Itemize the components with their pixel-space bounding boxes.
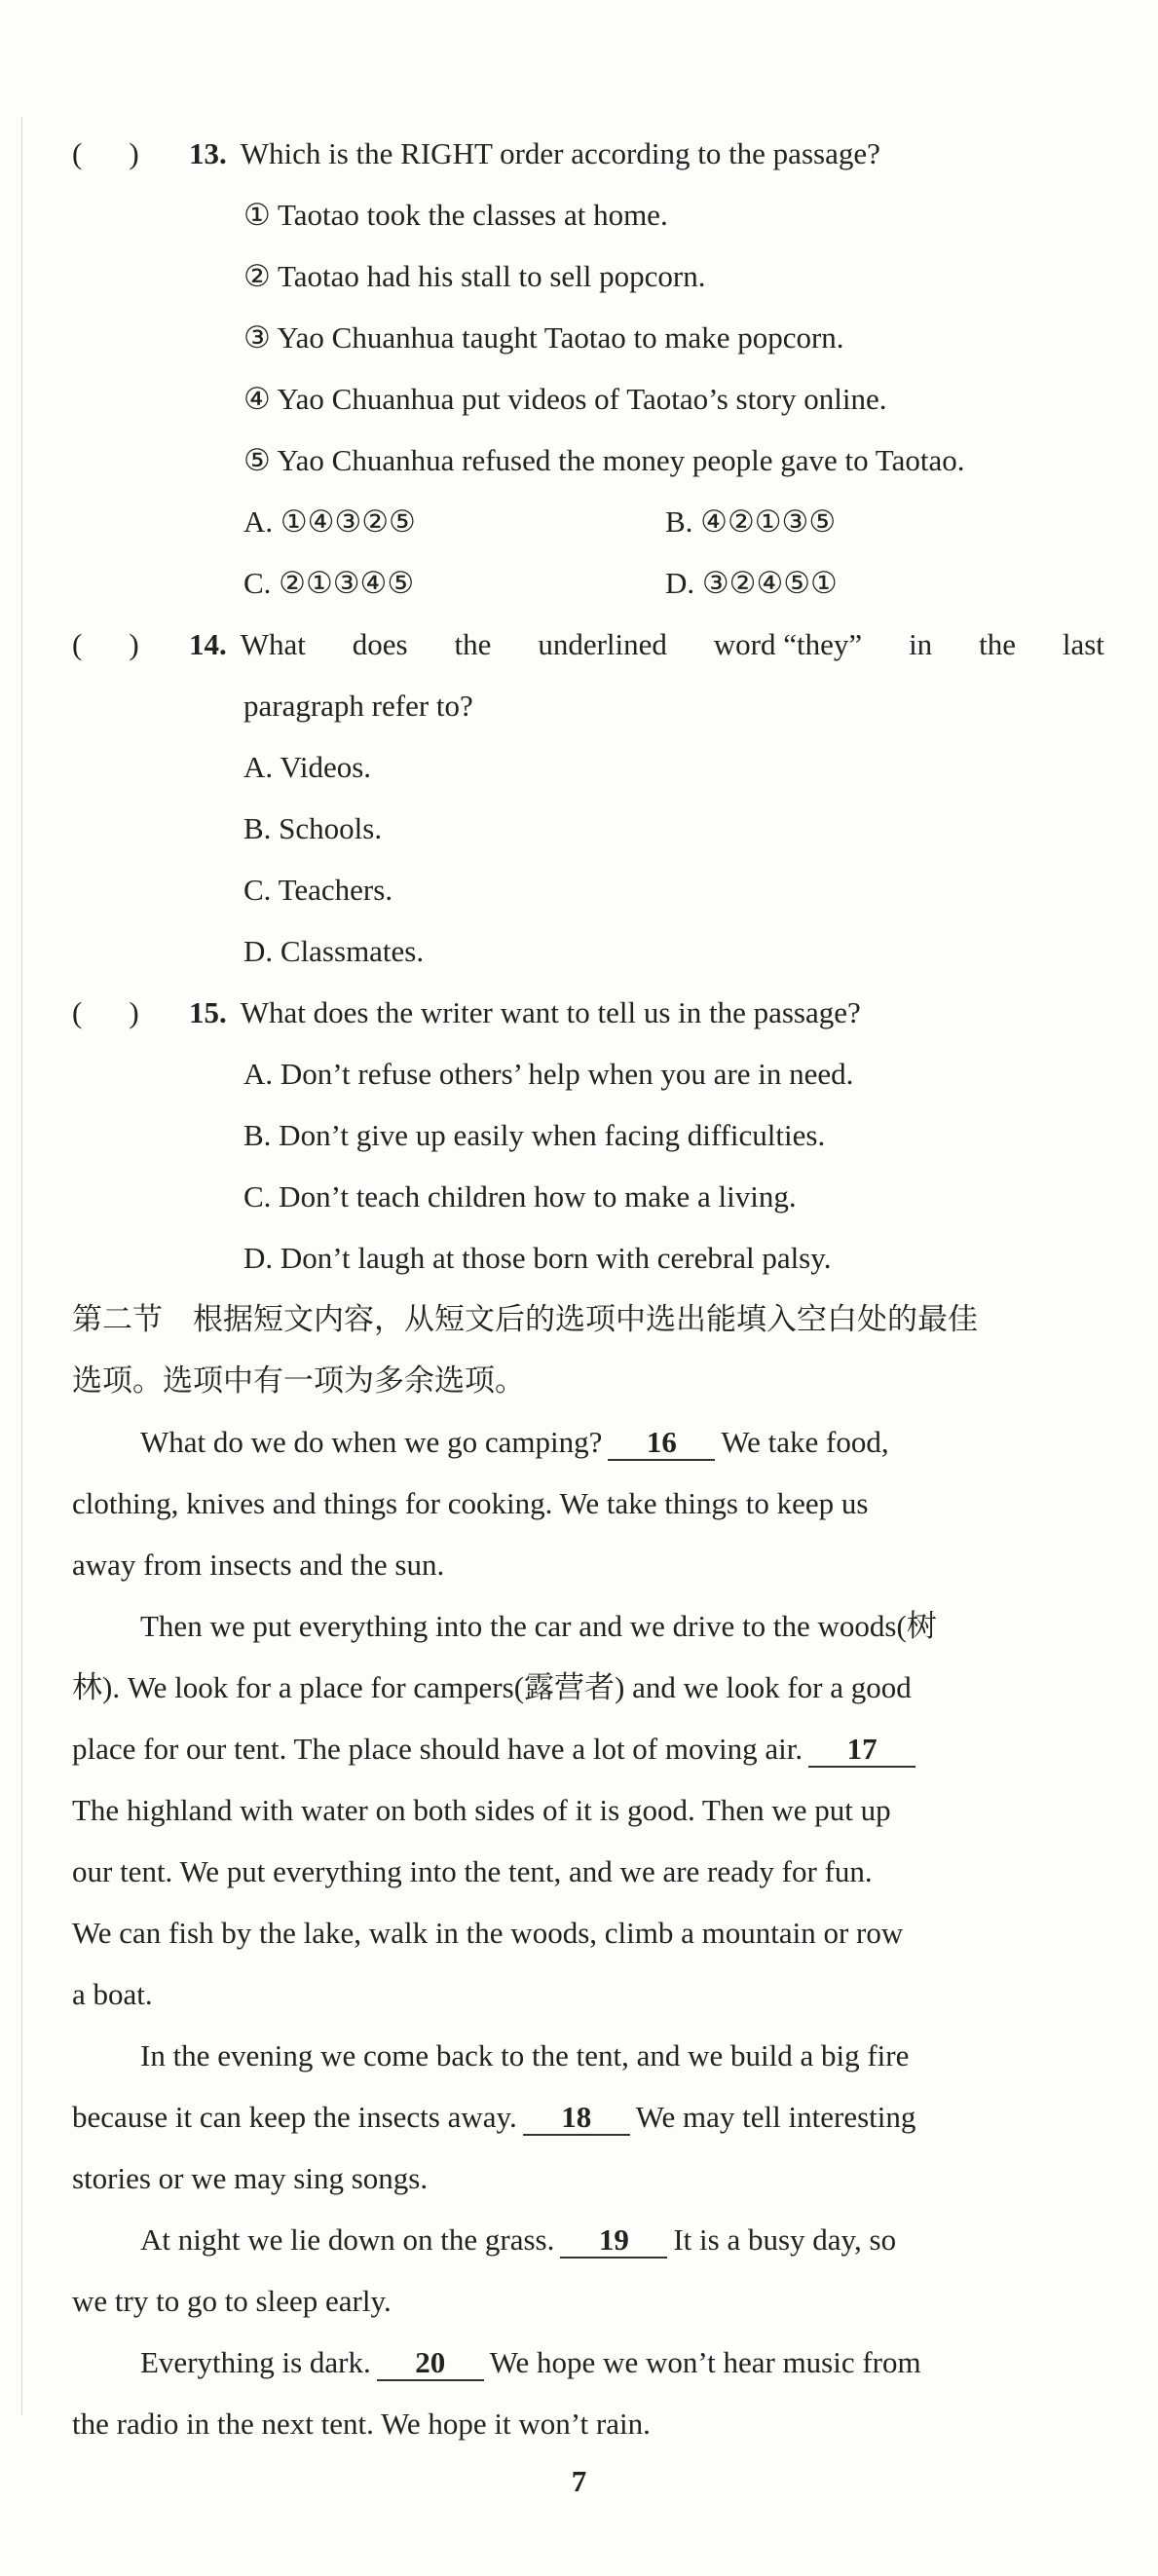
option-d[interactable]: D. ③②④⑤① — [665, 566, 838, 600]
blank-19[interactable]: 19 — [560, 2223, 667, 2259]
question-number: 15. — [189, 995, 227, 1029]
answer-bracket[interactable]: ( ) — [72, 136, 139, 170]
option-d[interactable]: D. Don’t laugh at those born with cerebral palsy. — [243, 1241, 832, 1275]
page-number: 7 — [571, 2464, 587, 2498]
statement-3: ③ Yao Chuanhua taught Taotao to make popcorn. — [243, 320, 844, 355]
passage-line: What do we do when we go camping? 16 We take food, — [140, 1425, 889, 1459]
option-a[interactable]: A. Videos. — [243, 750, 372, 784]
answer-bracket[interactable]: ( ) — [72, 995, 139, 1029]
question-text: What does the underlined word “they” in the last — [240, 627, 1104, 661]
question-15-stem — [72, 993, 861, 1032]
question-14-stem — [72, 625, 1104, 664]
passage-line: the radio in the next tent. We hope it won’t rain. — [72, 2407, 651, 2441]
passage-line: In the evening we come back to the tent, and we build a big fire — [140, 2038, 910, 2072]
blank-16[interactable]: 16 — [608, 1426, 715, 1461]
margin-divider — [21, 117, 22, 2415]
passage-line: Then we put everything into the car and we drive to the woods(树 — [140, 1609, 937, 1643]
statement-1: ① Taotao took the classes at home. — [243, 198, 668, 232]
option-a[interactable]: A. ①④③②⑤ — [243, 504, 416, 539]
option-c[interactable]: C. ②①③④⑤ — [243, 566, 415, 600]
option-b[interactable]: B. Schools. — [243, 811, 383, 845]
passage-line: because it can keep the insects away. 18 We may tell interesting — [72, 2100, 916, 2134]
option-c[interactable]: C. Don’t teach children how to make a living. — [243, 1179, 797, 1213]
passage-line: away from insects and the sun. — [72, 1548, 445, 1582]
option-a[interactable]: A. Don’t refuse others’ help when you are in need. — [243, 1057, 854, 1091]
option-b[interactable]: B. ④②①③⑤ — [665, 504, 837, 539]
blank-18[interactable]: 18 — [523, 2101, 630, 2136]
passage-line: stories or we may sing songs. — [72, 2161, 429, 2195]
statement-5: ⑤ Yao Chuanhua refused the money people gave to Taotao. — [243, 443, 965, 477]
question-text-continued: paragraph refer to? — [243, 689, 473, 723]
question-13-stem — [72, 134, 880, 173]
passage-line: 林). We look for a place for campers(露营者) and we look for a good — [72, 1670, 912, 1704]
question-text: What does the writer want to tell us in the passage? — [240, 995, 861, 1029]
statement-2: ② Taotao had his stall to sell popcorn. — [243, 259, 706, 293]
passage-line: a boat. — [72, 1977, 153, 2011]
question-number: 14. — [189, 627, 227, 661]
passage-line: At night we lie down on the grass. 19 It is a busy day, so — [140, 2222, 897, 2257]
section-heading: 第二节 根据短文内容，从短文后的选项中选出能填入空白处的最佳 — [72, 1302, 978, 1337]
answer-bracket[interactable]: ( ) — [72, 627, 139, 661]
section-heading-continued: 选项。选项中有一项为多余选项。 — [72, 1363, 525, 1399]
blank-17[interactable]: 17 — [808, 1733, 915, 1768]
question-text: Which is the RIGHT order according to the passage? — [240, 136, 880, 170]
passage-line: The highland with water on both sides of it is good. Then we put up — [72, 1793, 891, 1827]
passage-line: Everything is dark. 20 We hope we won’t hear music from — [140, 2345, 921, 2379]
statement-4: ④ Yao Chuanhua put videos of Taotao’s story online. — [243, 382, 887, 416]
option-d[interactable]: D. Classmates. — [243, 934, 425, 968]
option-b[interactable]: B. Don’t give up easily when facing difficulties. — [243, 1118, 826, 1152]
option-c[interactable]: C. Teachers. — [243, 873, 393, 907]
question-number: 13. — [189, 136, 227, 170]
passage-line: place for our tent. The place should have a lot of moving air. 17 — [72, 1730, 1104, 1769]
blank-20[interactable]: 20 — [377, 2346, 484, 2381]
passage-line: we try to go to sleep early. — [72, 2284, 392, 2318]
passage-line: our tent. We put everything into the tent, and we are ready for fun. — [72, 1854, 873, 1888]
passage-line: We can fish by the lake, walk in the woods, climb a mountain or row — [72, 1916, 904, 1950]
passage-line: clothing, knives and things for cooking. We take things to keep us — [72, 1486, 869, 1520]
